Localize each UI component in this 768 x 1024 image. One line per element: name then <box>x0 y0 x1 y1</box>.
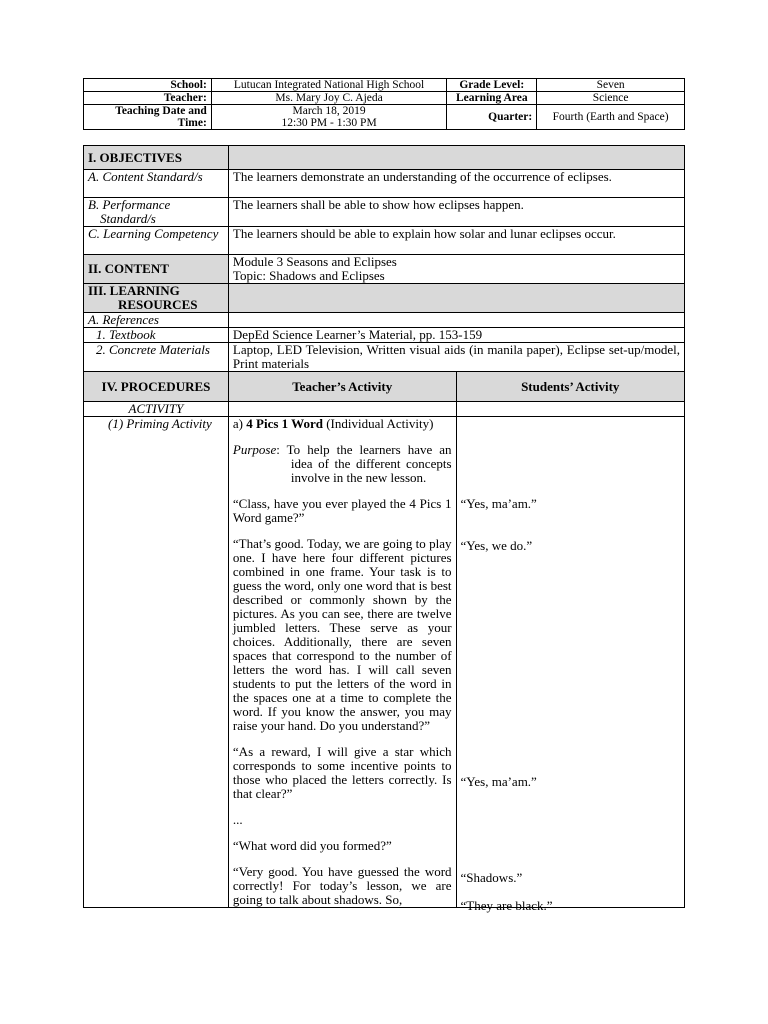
teacher-line-4: ... <box>232 812 243 827</box>
learning-resources-title: III. LEARNING RESOURCES <box>84 284 229 313</box>
objectives-title: I. OBJECTIVES <box>84 146 229 170</box>
concrete-materials-label: 2. Concrete Materials <box>84 343 229 372</box>
content-standard-label: A. Content Standard/s <box>84 170 229 198</box>
activity-prefix: a) <box>232 416 244 431</box>
learning-area-value: Science <box>537 92 685 105</box>
header-table <box>83 78 685 130</box>
students-activity-cell <box>456 417 684 913</box>
textbook-label: 1. Textbook <box>84 328 229 343</box>
priming-activity-label: (1) Priming Activity <box>84 417 229 908</box>
activity-title <box>233 417 452 431</box>
grade-level-label: Grade Level: <box>447 79 537 92</box>
objectives-title-fill <box>228 146 684 170</box>
activity-type: (Individual Activity) <box>326 416 434 431</box>
references-label: A. References <box>84 313 229 328</box>
student-line-3: “Yes, ma’am.” <box>460 774 537 789</box>
school-value: Lutucan Integrated National High School <box>211 79 447 92</box>
learning-competency-text: The learners should be able to explain how solar and lunar eclipses occur. <box>228 227 684 255</box>
teacher-line-1: “Class, have you ever played the 4 Pics 1 Word game?” <box>232 496 452 525</box>
student-line-1: “Yes, ma’am.” <box>460 496 537 511</box>
teacher-activity-cell <box>228 417 456 908</box>
performance-standard-label: B. Performance Standard/s <box>84 198 229 227</box>
purpose-label: Purpose <box>232 442 277 457</box>
activity-empty-students <box>456 402 684 417</box>
student-line-5: “Shadows.” <box>460 870 523 885</box>
date-value: March 18, 2019 <box>292 105 366 117</box>
learning-area-label: Learning Area <box>447 92 537 105</box>
activity-label: ACTIVITY <box>84 402 229 417</box>
quarter-label: Quarter: <box>447 105 537 130</box>
purpose <box>233 443 452 485</box>
module-text: Module 3 Seasons and Eclipses <box>232 254 397 269</box>
learning-competency-label: C. Learning Competency <box>84 227 229 255</box>
purpose-text: : To help the learners have an idea of the different concepts involve in the new lesson. <box>276 442 452 485</box>
grade-level-value: Seven <box>537 79 685 92</box>
lesson-plan-table <box>83 145 685 913</box>
learning-resources-fill <box>228 284 684 313</box>
teacher-activity-header: Teacher’s Activity <box>228 372 456 402</box>
references-empty <box>228 313 684 328</box>
teaching-date-label: Teaching Date and Time: <box>84 105 212 130</box>
textbook-text: DepEd Science Learner’s Material, pp. 153-159 <box>228 328 684 343</box>
content-standard-text: The learners demonstrate an understanding of the occurrence of eclipses. <box>228 170 684 198</box>
school-label: School: <box>84 79 212 92</box>
teacher-line-3: “As a reward, I will give a star which corresponds to some incentive points to those who placed the letters correctly. Is that clear?” <box>232 744 452 801</box>
quarter-value: Fourth (Earth and Space) <box>537 105 685 130</box>
content-text <box>228 255 684 284</box>
student-line-2: “Yes, we do.” <box>460 538 533 553</box>
content-title: II. CONTENT <box>84 255 229 284</box>
time-value: 12:30 PM - 1:30 PM <box>281 117 377 129</box>
concrete-materials-text: Laptop, LED Television, Written visual aids (in manila paper), Eclipse set-up/model, Print materials <box>228 343 684 372</box>
activity-name: 4 Pics 1 Word <box>246 416 323 431</box>
procedures-title: IV. PROCEDURES <box>84 372 229 402</box>
topic-text: Topic: Shadows and Eclipses <box>232 268 385 283</box>
performance-standard-text: The learners shall be able to show how eclipses happen. <box>228 198 684 227</box>
teacher-line-6: “Very good. You have guessed the word correctly! For today’s lesson, we are going to talk about shadows. So, <box>232 864 452 907</box>
students-activity-header: Students’ Activity <box>456 372 684 402</box>
teacher-value: Ms. Mary Joy C. Ajeda <box>211 92 447 105</box>
student-line-6: “They are black.” <box>460 898 553 913</box>
teacher-label: Teacher: <box>84 92 212 105</box>
teacher-line-5: “What word did you formed?” <box>232 838 392 853</box>
teacher-line-2: “That’s good. Today, we are going to play one. I have here four different pictures combined in one frame. Your task is to guess the word, only one word that is best described or commonly shown by the pictures. As you can see, there are twelve jumbled letters. These serve as your choices. Additionally, there are seven spaces that correspond to the number of letters the word has. I will call seven students to put the letters of the word in the spaces one at a time to complete the word. If you know the answer, you may raise your hand. Do you understand?” <box>232 536 452 733</box>
teaching-date-value <box>211 105 447 130</box>
activity-empty-teacher <box>228 402 456 417</box>
